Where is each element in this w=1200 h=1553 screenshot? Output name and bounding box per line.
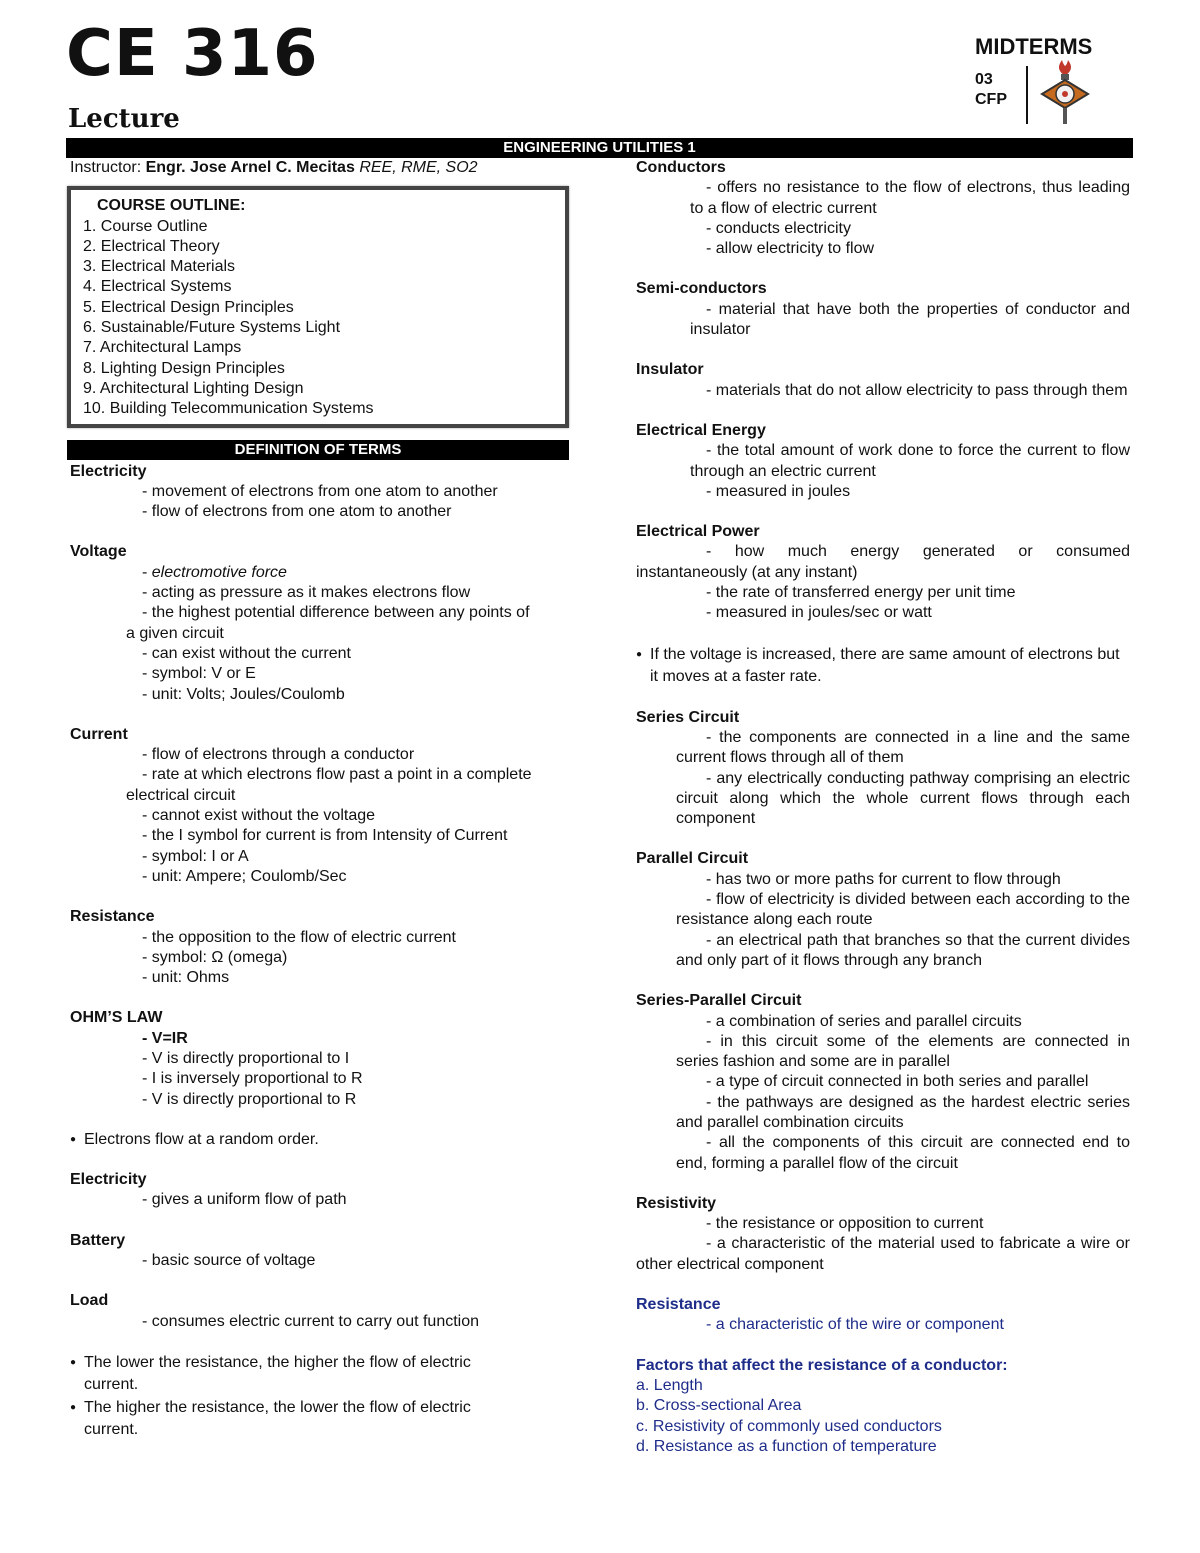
definition-para: - flow of electricity is divided between each according to the resistance along each route (676, 891, 1130, 929)
outline-item: 10. Building Telecommunication Systems (83, 400, 374, 418)
definition-line: - movement of electrons from one atom to another (142, 482, 498, 500)
bullet-note: ● The lower the resistance, the higher the flow of electric current. (70, 1352, 524, 1397)
module-initials: CFP (975, 91, 1007, 108)
course-outline-title: COURSE OUTLINE: (97, 197, 246, 215)
definition-line-wrap: a given circuit (126, 624, 224, 642)
definition-para: - the total amount of work done to force the current to flow through an electric current (690, 442, 1130, 480)
subject-banner: ENGINEERING UTILITIES 1 (66, 138, 1133, 158)
term-parallel-circuit: Parallel Circuit (636, 850, 749, 868)
definition-para: - how much energy generated or consumed instantaneously (at any instant) (636, 543, 1130, 581)
exam-label: MIDTERMS (975, 34, 1093, 59)
definition-line: - symbol: I or A (142, 847, 249, 865)
instructor-line: Instructor: Engr. Jose Arnel C. Mecitas REE, RME, SO2 (70, 159, 478, 176)
left-column (70, 158, 570, 1442)
factors-title: Factors that affect the resistance of a conductor: (636, 1356, 1008, 1374)
definition-line: - can exist without the current (142, 644, 351, 662)
definition-para: - any electrically conducting pathway comprising an electric circuit along which the whole current flows through each component (676, 769, 1130, 828)
outline-item: 9. Architectural Lighting Design (83, 379, 304, 397)
torch-logo-icon (1034, 56, 1096, 126)
definition-line: - allow electricity to flow (706, 240, 875, 258)
factor-item: c. Resistivity of commonly used conductors (636, 1417, 942, 1435)
term-resistance: Resistance (70, 908, 155, 926)
term-electrical-energy: Electrical Energy (636, 421, 766, 439)
course-subtitle: Lecture (68, 104, 180, 134)
instructor-credentials: REE, RME, SO2 (359, 159, 478, 176)
term-semi-conductors: Semi-conductors (636, 280, 767, 298)
definition-line: - cannot exist without the voltage (142, 807, 376, 825)
definition-line: - measured in joules (706, 482, 851, 500)
definition-para: - material that have both the properties of conductor and insulator (690, 300, 1130, 339)
outline-item: 2. Electrical Theory (83, 237, 220, 255)
definition-line: - consumes electric current to carry out function (142, 1312, 480, 1330)
factor-item: d. Resistance as a function of temperature (636, 1437, 937, 1455)
definition-line: - symbol: Ω (omega) (142, 948, 288, 966)
outline-item: 3. Electrical Materials (83, 258, 236, 276)
term-resistance-right: Resistance (636, 1296, 721, 1314)
definition-line: - the I symbol for current is from Intensity of Current (142, 827, 508, 845)
course-outline-box (67, 186, 569, 427)
definition-line: - V is directly proportional to I (142, 1049, 350, 1067)
definition-line: - measured in joules/sec or watt (706, 604, 932, 622)
definition-para: - an electrical path that branches so that the current divides and only part of it flows through any branch (676, 931, 1130, 969)
bullet-note: ● The higher the resistance, the lower the flow of electric current. (70, 1397, 524, 1442)
definition-line-wrap: electrical circuit (126, 786, 236, 804)
definition-para: - the components are connected in a line and the same current flows through all of them (676, 728, 1130, 767)
term-conductors: Conductors (636, 159, 726, 176)
definition-line: - the highest potential difference between any points of (142, 604, 530, 622)
term-electrical-power: Electrical Power (636, 523, 760, 541)
definition-line: - acting as pressure as it makes electrons flow (142, 584, 471, 602)
term-current: Current (70, 725, 128, 743)
term-voltage: Voltage (70, 543, 127, 561)
term-series-circuit: Series Circuit (636, 708, 740, 726)
definition-para: - all the components of this circuit are connected end to end, forming a parallel flow of the circuit (676, 1134, 1130, 1172)
outline-item: 5. Electrical Design Principles (83, 298, 294, 316)
definition-line: - a characteristic of the wire or component (706, 1316, 1004, 1334)
definition-banner: DEFINITION OF TERMS (67, 440, 569, 460)
definition-line: - flow of electrons through a conductor (142, 746, 415, 764)
outline-item: 1. Course Outline (83, 217, 208, 235)
term-load: Load (70, 1292, 109, 1310)
definition-line: - unit: Ohms (142, 969, 230, 987)
definition-line: - unit: Volts; Joules/Coulomb (142, 685, 345, 703)
definition-para: - materials that do not allow electricity to pass through them (706, 381, 1128, 399)
outline-item: 4. Electrical Systems (83, 278, 232, 296)
definition-line: - has two or more paths for current to flow through (706, 870, 1061, 888)
definition-line: - a combination of series and parallel circuits (706, 1012, 1022, 1030)
definition-line: - a type of circuit connected in both series and parallel (706, 1073, 1089, 1091)
factor-item: a. Length (636, 1376, 703, 1394)
definition-para: - a characteristic of the material used to fabricate a wire or other electrical component (636, 1235, 1130, 1273)
definition-line: - the rate of transferred energy per unit time (706, 584, 1016, 602)
definition-para: - offers no resistance to the flow of electrons, thus leading to a flow of electric current (690, 179, 1130, 217)
definition-line: - unit: Ampere; Coulomb/Sec (142, 867, 347, 885)
definition-line: - the resistance or opposition to current (706, 1215, 984, 1233)
bullet-note: ● Electrons flow at a random order. (70, 1130, 570, 1150)
term-electricity-2: Electricity (70, 1171, 147, 1189)
definition-line: - V is directly proportional to R (142, 1090, 357, 1108)
definition-para: - the pathways are designed as the hardest electric series and parallel combination circuits (676, 1093, 1130, 1131)
definition-line: - flow of electrons from one atom to another (142, 503, 452, 521)
factor-item: b. Cross-sectional Area (636, 1397, 802, 1415)
term-battery: Battery (70, 1231, 126, 1249)
outline-item: 6. Sustainable/Future Systems Light (83, 319, 341, 337)
outline-item: 7. Architectural Lamps (83, 339, 242, 357)
header-divider (1026, 66, 1028, 124)
definition-para: - in this circuit some of the elements are connected in series fashion and some are in parallel (676, 1032, 1130, 1071)
definition-line: - gives a uniform flow of path (142, 1191, 347, 1209)
term-insulator: Insulator (636, 361, 704, 379)
module-number: 03 (975, 71, 993, 88)
definition-line: - conducts electricity (706, 219, 851, 237)
ohms-law-formula: - V=IR (142, 1029, 188, 1047)
term-ohms-law: OHM’S LAW (70, 1009, 163, 1027)
definition-line: - the opposition to the flow of electric current (142, 928, 456, 946)
course-title: CE 316 (66, 17, 319, 91)
term-electricity: Electricity (70, 462, 147, 480)
bullet-note: ● If the voltage is increased, there are same amount of electrons but it moves at a faster rate. (636, 644, 1130, 688)
definition-line: - electromotive force (142, 563, 287, 581)
definition-line: - I is inversely proportional to R (142, 1070, 363, 1088)
module-code (975, 70, 1007, 110)
instructor-name: Engr. Jose Arnel C. Mecitas (145, 159, 355, 176)
term-resistivity: Resistivity (636, 1194, 717, 1212)
definition-line: - basic source of voltage (142, 1252, 316, 1270)
term-series-parallel-circuit: Series-Parallel Circuit (636, 992, 802, 1010)
definition-line: - rate at which electrons flow past a point in a complete (142, 766, 532, 784)
outline-item: 8. Lighting Design Principles (83, 359, 285, 377)
right-column (636, 158, 1130, 1457)
definition-line: - symbol: V or E (142, 665, 256, 683)
